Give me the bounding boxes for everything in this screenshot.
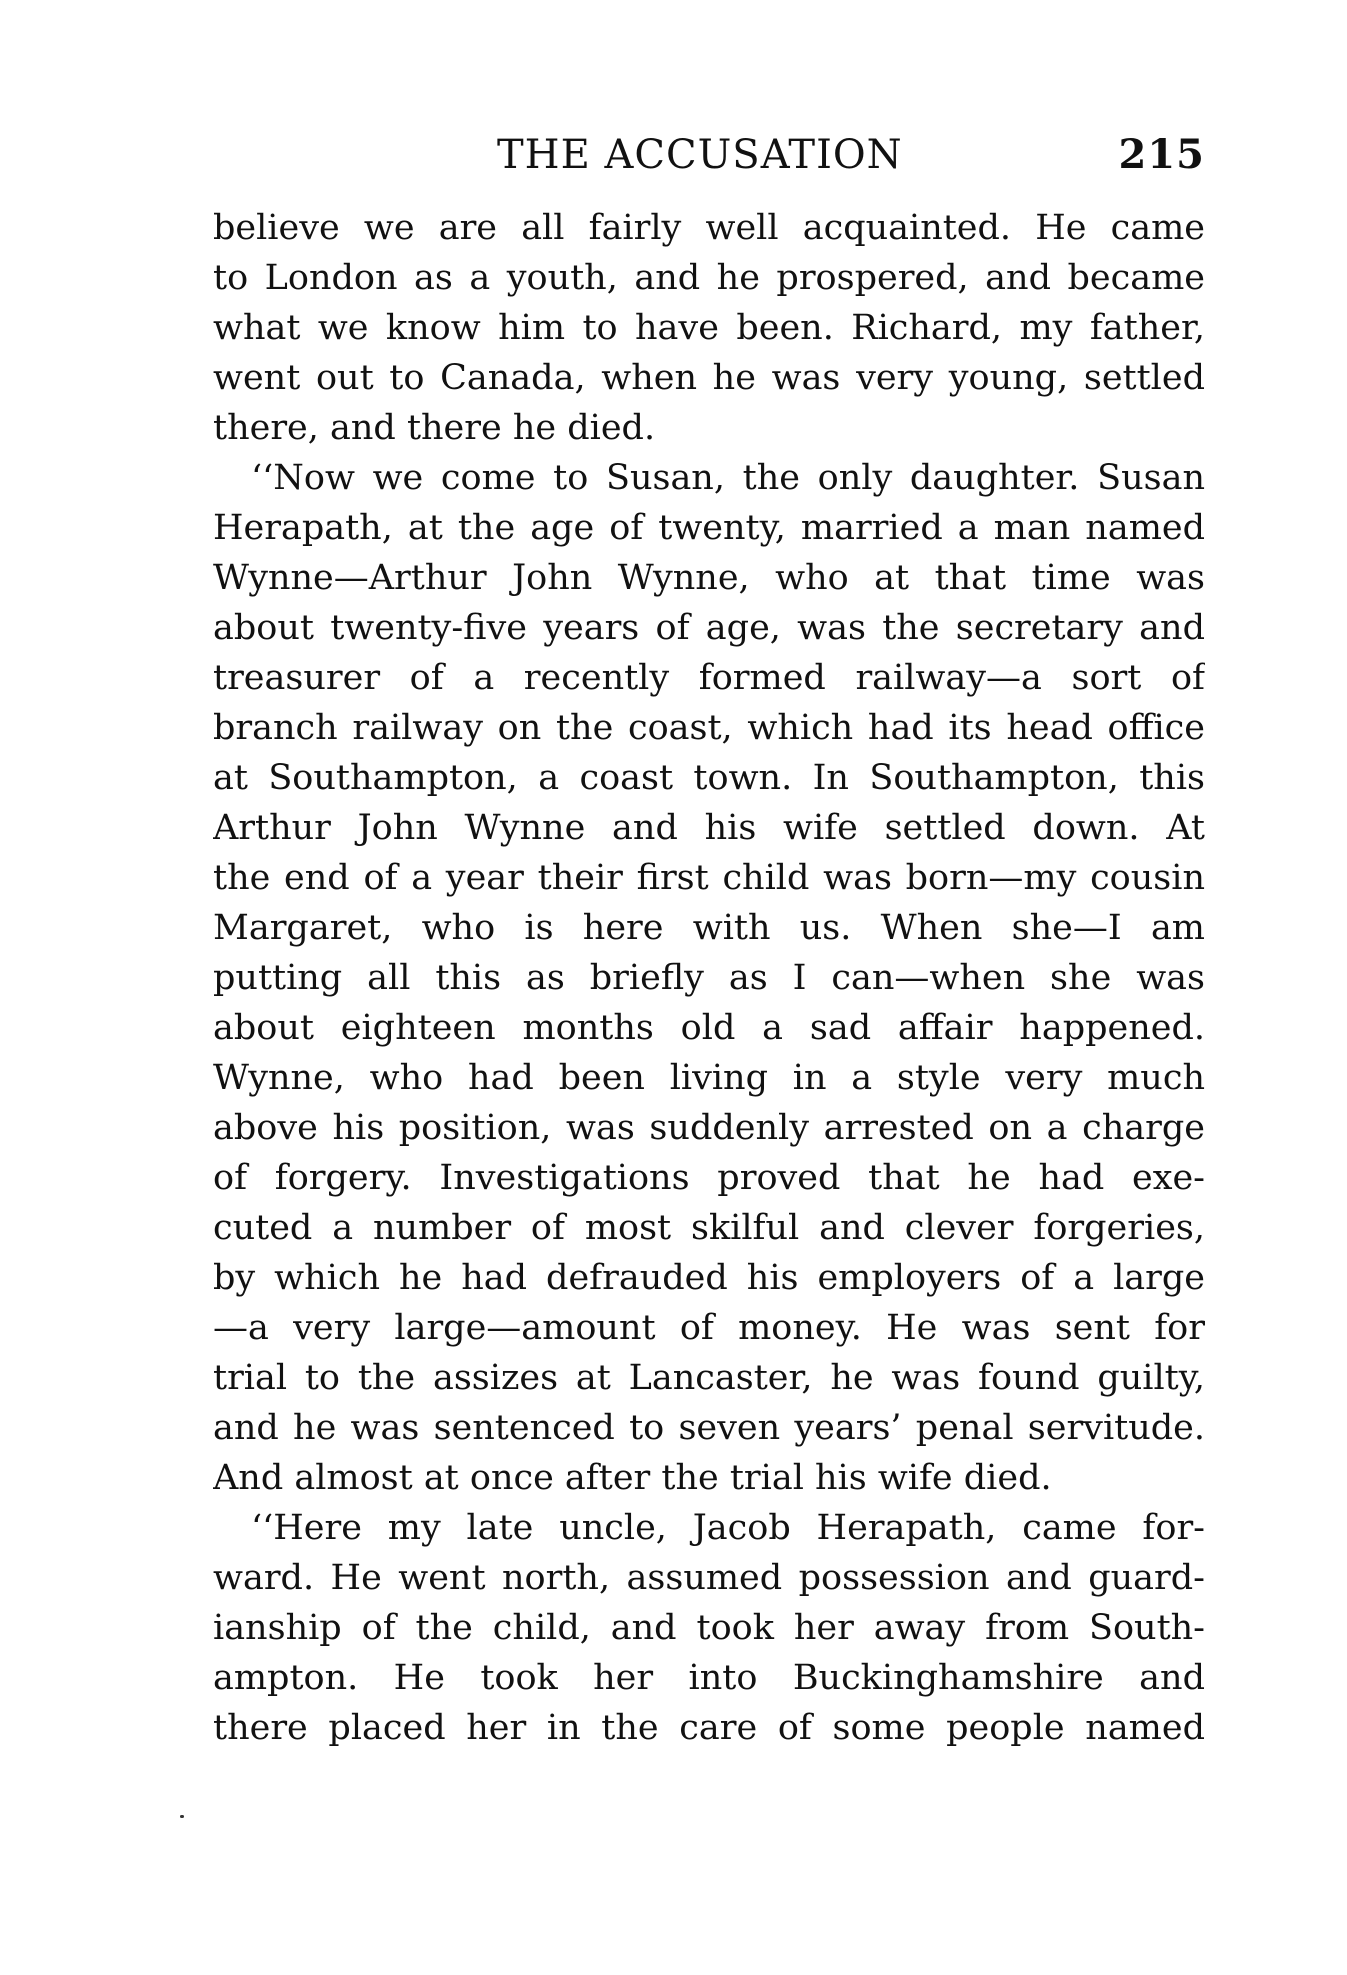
text-line: and he was sentenced to seven years’ penal servitude. (213, 1408, 1205, 1448)
text-line: Wynne, who had been living in a style very much (213, 1058, 1205, 1098)
text-line: ianship of the child, and took her away from South- (213, 1608, 1205, 1648)
text-line: branch railway on the coast, which had its head office (213, 708, 1205, 748)
text-line: what we know him to have been. Richard, my father, (213, 308, 1205, 348)
text-line: to London as a youth, and he prospered, and became (213, 258, 1205, 298)
text-line: the end of a year their first child was born—my cousin (213, 858, 1205, 898)
text-line: Arthur John Wynne and his wife settled down. At (213, 808, 1205, 848)
page-body (213, 203, 1205, 1753)
text-line: about twenty-five years of age, was the secretary and (213, 608, 1205, 648)
text-line: trial to the assizes at Lancaster, he was found guilty, (213, 1358, 1205, 1398)
text-line: at Southampton, a coast town. In Southampton, this (213, 758, 1205, 798)
text-line: putting all this as briefly as I can—when she was (213, 958, 1205, 998)
text-line: ward. He went north, assumed possession and guard- (213, 1558, 1205, 1598)
paragraph-start-line: ‘‘Here my late uncle, Jacob Herapath, came for- (251, 1508, 1205, 1548)
text-line: Wynne—Arthur John Wynne, who at that time was (213, 558, 1205, 598)
text-line: went out to Canada, when he was very young, settled (213, 358, 1205, 398)
text-line: above his position, was suddenly arrested on a charge (213, 1108, 1205, 1148)
text-line: —a very large—amount of money. He was sent for (213, 1308, 1205, 1348)
text-line: by which he had defrauded his employers of a large (213, 1258, 1205, 1298)
text-line: Margaret, who is here with us. When she—I am (213, 908, 1205, 948)
text-line: cuted a number of most skilful and clever forgeries, (213, 1208, 1205, 1248)
text-line: there placed her in the care of some people named (213, 1708, 1205, 1748)
page-number: 215 (1118, 131, 1205, 178)
text-line: there, and there he died. (213, 408, 656, 448)
text-line: believe we are all fairly well acquainted. He came (213, 208, 1205, 248)
text-line: about eighteen months old a sad affair happened. (213, 1008, 1205, 1048)
text-line: ampton. He took her into Buckinghamshire and (213, 1658, 1205, 1698)
text-line: And almost at once after the trial his wife died. (213, 1458, 1052, 1498)
text-line: treasurer of a recently formed railway—a sort of (213, 658, 1205, 698)
scan-speck (180, 1815, 184, 1818)
text-line: Herapath, at the age of twenty, married a man named (213, 508, 1205, 548)
running-header (213, 130, 1205, 180)
chapter-title: THE ACCUSATION (497, 132, 903, 178)
text-line: of forgery. Investigations proved that he had exe- (213, 1158, 1205, 1198)
paragraph-start-line: ‘‘Now we come to Susan, the only daughter. Susan (251, 458, 1205, 498)
